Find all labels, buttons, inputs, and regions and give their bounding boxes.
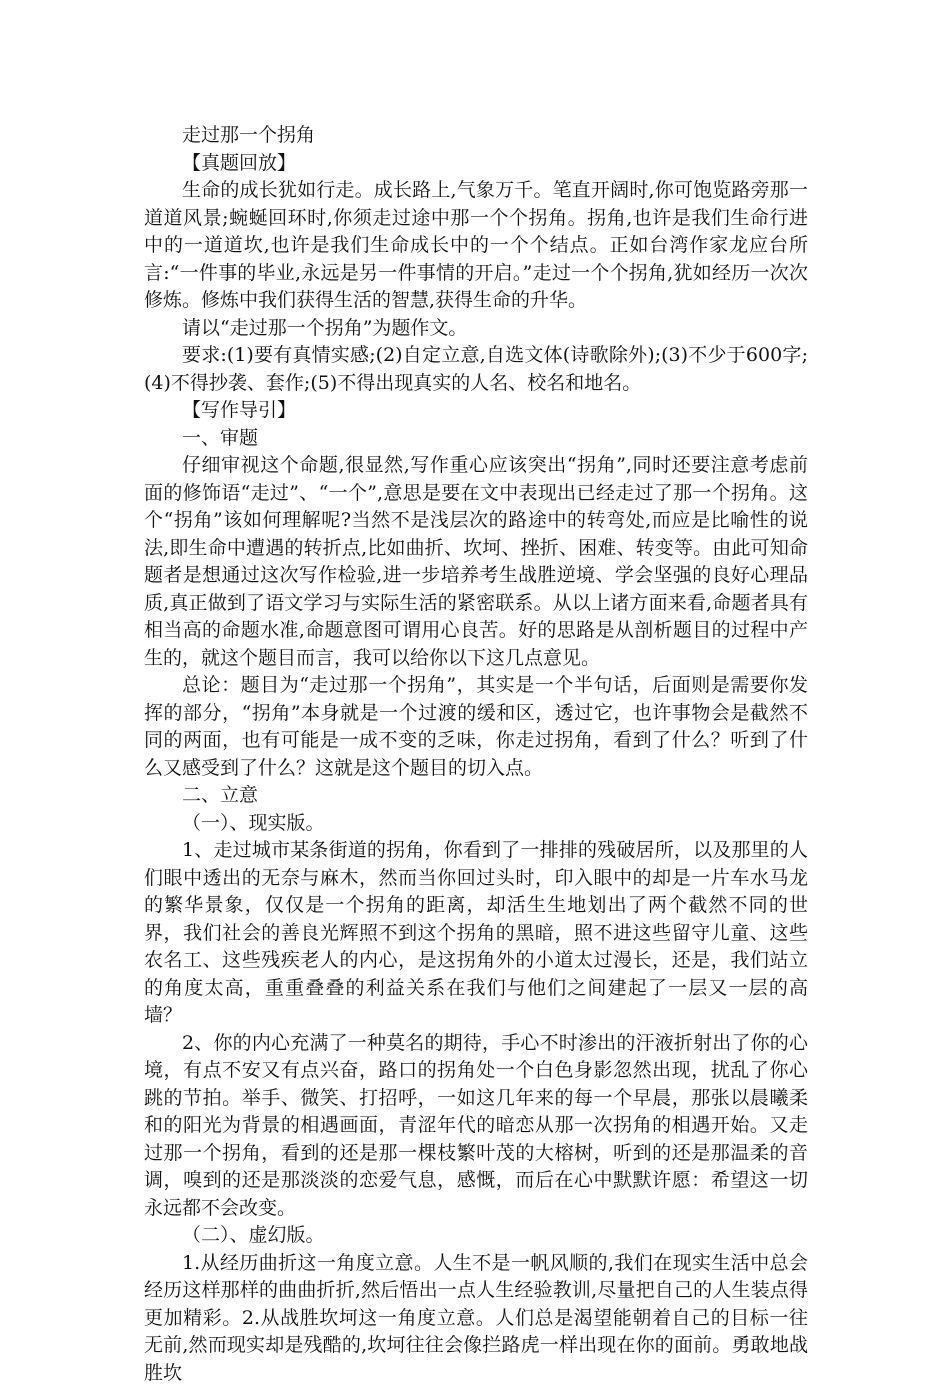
section-heading-review: 【真题回放】 (144, 150, 808, 178)
guide-paragraph-1: 仔细审视这个命题,很显然,写作重心应该突出“拐角”,同时还要注意考虑前面的修饰语“走过”、“一个”,意思是要在文中表现出已经走过了那一个拐角。这个“拐角”该如何理解呢?当然不是浅层次的路途中的转弯处,而应是比喻性的说法,即生命中遭遇的转折点,比如曲折、坎坷、挫折、困难、转变等。由此可知命题者是想通过这次写作检验,进一步培养考生战胜逆境、学会坚强的良好心理品质,真正做到了语文学习与实际生活的紧密联系。从以上诸方面来看,命题者具有相当高的命题水准,命题意图可谓用心良苦。好的思路是从剖析题目的过程中产生的，就这个题目而言，我可以给你以下这几点意见。 (144, 452, 808, 672)
document-title: 走过那一个拐角 (144, 122, 808, 150)
document-body (144, 122, 808, 1387)
subheading-analysis: 一、审题 (144, 425, 808, 453)
subheading-fantasy: （二）、虚幻版。 (144, 1222, 808, 1250)
reality-paragraph-2: 2、你的内心充满了一种莫名的期待，手心不时渗出的汗液折射出了你的心境，有点不安又有点兴奋，路口的拐角处一个白色身影忽然出现，扰乱了你心跳的节拍。举手、微笑、打招呼，一如这几年来的每一个早晨，那张以晨曦柔和的阳光为背景的相遇画面，青涩年代的暗恋从那一次拐角的相遇开始。又走过那一个拐角，看到的还是那一棵枝繁叶茂的大榕树，听到的还是那温柔的音调，嗅到的还是那淡淡的恋爱气息，感慨，而后在心中默默许愿：希望这一切永远都不会改变。 (144, 1030, 808, 1223)
prompt-requirements: 要求:(1)要有真情实感;(2)自定立意,自选文体(诗歌除外);(3)不少于600字;(4)不得抄袭、套作;(5)不得出现真实的人名、校名和地名。 (144, 342, 808, 397)
fantasy-paragraph-1: 1.从经历曲折这一角度立意。人生不是一帆风顺的,我们在现实生活中总会经历这样那样的曲曲折折,然后悟出一点人生经验教训,尽量把自己的人生装点得更加精彩。2.从战胜坎坷这一角度立意。人们总是渴望能朝着自己的目标一往无前,然而现实却是残酷的,坎坷往往会像拦路虎一样出现在你的面前。勇敢地战胜坎 (144, 1250, 808, 1387)
guide-paragraph-2: 总论：题目为“走过那一个拐角”，其实是一个半句话，后面则是需要你发挥的部分，“拐角”本身就是一个过渡的缓和区，透过它，也许事物会是截然不同的两面，也有可能是一成不变的乏味，你走过拐角，看到了什么？听到了什么又感受到了什么？这就是这个题目的切入点。 (144, 672, 808, 782)
reality-paragraph-1: 1、走过城市某条街道的拐角，你看到了一排排的残破居所，以及那里的人们眼中透出的无奈与麻木，然而当你回过头时，印入眼中的却是一片车水马龙的繁华景象，仅仅是一个拐角的距离，却活生生地划出了两个截然不同的世界，我们社会的善良光辉照不到这个拐角的黑暗，照不进这些留守儿童、这些农名工、这些残疾老人的内心，是这拐角外的小道太过漫长，还是，我们站立的角度太高，重重叠叠的利益关系在我们与他们之间建起了一层又一层的高墙？ (144, 837, 808, 1030)
subheading-reality: （一）、现实版。 (144, 810, 808, 838)
section-heading-guide: 【写作导引】 (144, 397, 808, 425)
subheading-theme: 二、立意 (144, 782, 808, 810)
prompt-paragraph-1: 生命的成长犹如行走。成长路上,气象万千。笔直开阔时,你可饱览路旁那一道道风景;蜿蜒回环时,你须走过途中那一个个拐角。拐角,也许是我们生命行进中的一道道坎,也许是我们生命成长中的一个个结点。正如台湾作家龙应台所言:“一件事的毕业,永远是另一件事情的开启。”走过一个个拐角,犹如经历一次次修炼。修炼中我们获得生活的智慧,获得生命的升华。 (144, 177, 808, 315)
prompt-paragraph-2: 请以“走过那一个拐角”为题作文。 (144, 315, 808, 343)
